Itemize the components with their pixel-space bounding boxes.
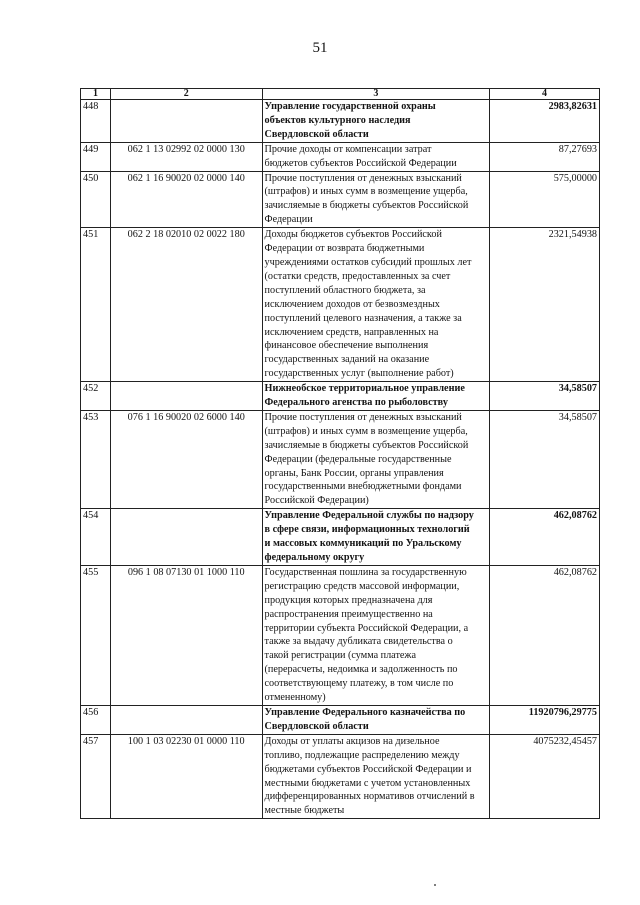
amount-value: 2983,82631 xyxy=(490,100,600,143)
description-line: финансовое обеспечение выполнения xyxy=(264,340,429,352)
description-line: Государственная пошлина за государственную xyxy=(264,566,467,578)
description-line: такой регистрации (сумма платежа xyxy=(264,650,416,662)
revenue-description xyxy=(262,142,490,171)
amount-value: 462,08762 xyxy=(490,509,600,566)
row-number: 457 xyxy=(81,734,111,818)
budget-classification-code xyxy=(110,100,262,143)
description-line: зачисляемые в бюджеты субъектов Российской xyxy=(264,439,469,451)
table-row xyxy=(81,228,600,382)
budget-classification-code: 062 1 13 02992 02 0000 130 xyxy=(110,142,262,171)
amount-value: 4075232,45457 xyxy=(490,734,600,818)
revenue-description xyxy=(262,734,490,818)
revenue-description xyxy=(262,410,490,508)
column-header-3: 3 xyxy=(262,89,490,100)
table-body xyxy=(81,100,600,819)
description-line: исключением средств, направленных на xyxy=(264,326,439,338)
description-line: Прочие доходы от компенсации затрат xyxy=(264,143,432,155)
budget-classification-code xyxy=(110,382,262,411)
description-line: государственных услуг (выполнение работ) xyxy=(264,368,454,380)
revenue-description xyxy=(262,100,490,143)
description-line: (перерасчеты, недоимка и задолженность по xyxy=(264,664,458,676)
description-line: бюджетов субъектов Российской Федерации xyxy=(264,157,457,169)
table-row xyxy=(81,509,600,566)
table-row xyxy=(81,705,600,734)
revenue-description xyxy=(262,565,490,705)
amount-value: 87,27693 xyxy=(490,142,600,171)
description-line: и массовых коммуникаций по Уральскому xyxy=(264,538,462,550)
row-number: 450 xyxy=(81,171,111,228)
amount-value: 575,00000 xyxy=(490,171,600,228)
row-number: 452 xyxy=(81,382,111,411)
amount-value: 11920796,29775 xyxy=(490,705,600,734)
description-line: Федерации xyxy=(264,214,313,226)
column-header-1: 1 xyxy=(81,89,111,100)
row-number: 456 xyxy=(81,705,111,734)
column-header-2: 2 xyxy=(110,89,262,100)
revenue-description xyxy=(262,382,490,411)
description-line: Российской Федерации) xyxy=(264,495,369,507)
description-line: Свердловской области xyxy=(264,128,369,140)
budget-classification-code xyxy=(110,509,262,566)
description-line: Доходы от уплаты акцизов на дизельное xyxy=(264,735,440,747)
description-line: бюджетами субъектов Российской Федерации и xyxy=(264,763,472,775)
table-row xyxy=(81,565,600,705)
description-line: регистрацию средств массовой информации, xyxy=(264,580,460,592)
description-line: также за выдачу дубликата свидетельства о xyxy=(264,636,453,648)
budget-classification-code: 076 1 16 90020 02 6000 140 xyxy=(110,410,262,508)
description-line: территории субъекта Российской Федерации, а xyxy=(264,622,469,634)
amount-value: 2321,54938 xyxy=(490,228,600,382)
description-line: государственными внебюджетными фондами xyxy=(264,481,462,493)
description-line: Прочие поступления от денежных взысканий xyxy=(264,172,462,184)
page-number: 51 xyxy=(312,40,328,56)
description-line: (остатки средств, предоставленных за счет xyxy=(264,270,451,282)
row-number: 449 xyxy=(81,142,111,171)
budget-classification-code: 100 1 03 02230 01 0000 110 xyxy=(110,734,262,818)
description-line: Управление Федерального казначейства по xyxy=(264,706,466,718)
description-line: распространения преимущественно на xyxy=(264,608,433,620)
description-line: Свердловской области xyxy=(264,720,369,732)
row-number: 455 xyxy=(81,565,111,705)
description-line: органы, Банк России, органы управления xyxy=(264,467,444,479)
description-line: Управление государственной охраны xyxy=(264,101,436,112)
description-line: Управление Федеральной службы по надзору xyxy=(264,510,474,522)
table-row xyxy=(81,382,600,411)
description-line: зачисляемые в бюджеты субъектов Российской xyxy=(264,200,469,212)
column-header-4: 4 xyxy=(490,89,600,100)
description-line: Федерации от возврата бюджетными xyxy=(264,243,425,255)
description-line: (штрафов) и иных сумм в возмещение ущерба, xyxy=(264,186,468,198)
description-line: Доходы бюджетов субъектов Российской xyxy=(264,229,442,241)
scan-artifact xyxy=(434,884,436,886)
description-line: отмененному) xyxy=(264,692,326,704)
description-line: местные бюджеты xyxy=(264,805,345,817)
description-line: объектов культурного наследия xyxy=(264,114,411,126)
row-number: 454 xyxy=(81,509,111,566)
description-line: в сфере связи, информационных технологий xyxy=(264,524,470,536)
description-line: продукция которых предназначена для xyxy=(264,594,433,606)
description-line: поступлений областного бюджета, за xyxy=(264,284,426,296)
description-line: соответствующему платежу, в том числе по xyxy=(264,678,454,690)
description-line: учреждениями остатков субсидий прошлых лет xyxy=(264,256,472,268)
row-number: 448 xyxy=(81,100,111,143)
table-row xyxy=(81,142,600,171)
table-row xyxy=(81,100,600,143)
description-line: дифференцированных нормативов отчислений в xyxy=(264,791,475,803)
budget-revenue-table xyxy=(80,88,600,819)
amount-value: 34,58507 xyxy=(490,410,600,508)
description-line: Нижнеобское территориальное управление xyxy=(264,383,465,395)
description-line: государственных заданий на оказание xyxy=(264,354,430,366)
amount-value: 34,58507 xyxy=(490,382,600,411)
row-number: 451 xyxy=(81,228,111,382)
description-line: топливо, подлежащие распределению между xyxy=(264,749,460,761)
description-line: федеральному округу xyxy=(264,552,365,563)
description-line: Федерации (федеральные государственные xyxy=(264,453,452,465)
description-line: местными бюджетами с учетом установленных xyxy=(264,777,471,789)
budget-classification-code: 096 1 08 07130 01 1000 110 xyxy=(110,565,262,705)
amount-value: 462,08762 xyxy=(490,565,600,705)
budget-classification-code xyxy=(110,705,262,734)
table-header-row xyxy=(81,89,600,100)
budget-classification-code: 062 1 16 90020 02 0000 140 xyxy=(110,171,262,228)
description-line: Прочие поступления от денежных взысканий xyxy=(264,411,462,423)
table-row xyxy=(81,410,600,508)
table-row xyxy=(81,171,600,228)
description-line: поступлений целевого назначения, а также за xyxy=(264,312,462,324)
revenue-description xyxy=(262,705,490,734)
description-line: Федерального агенства по рыболовству xyxy=(264,397,448,409)
revenue-description xyxy=(262,228,490,382)
table-row xyxy=(81,734,600,818)
row-number: 453 xyxy=(81,410,111,508)
revenue-description xyxy=(262,509,490,566)
revenue-description xyxy=(262,171,490,228)
budget-classification-code: 062 2 18 02010 02 0022 180 xyxy=(110,228,262,382)
description-line: исключением доходов от безвозмездных xyxy=(264,298,440,310)
description-line: (штрафов) и иных сумм в возмещение ущерба, xyxy=(264,425,468,437)
